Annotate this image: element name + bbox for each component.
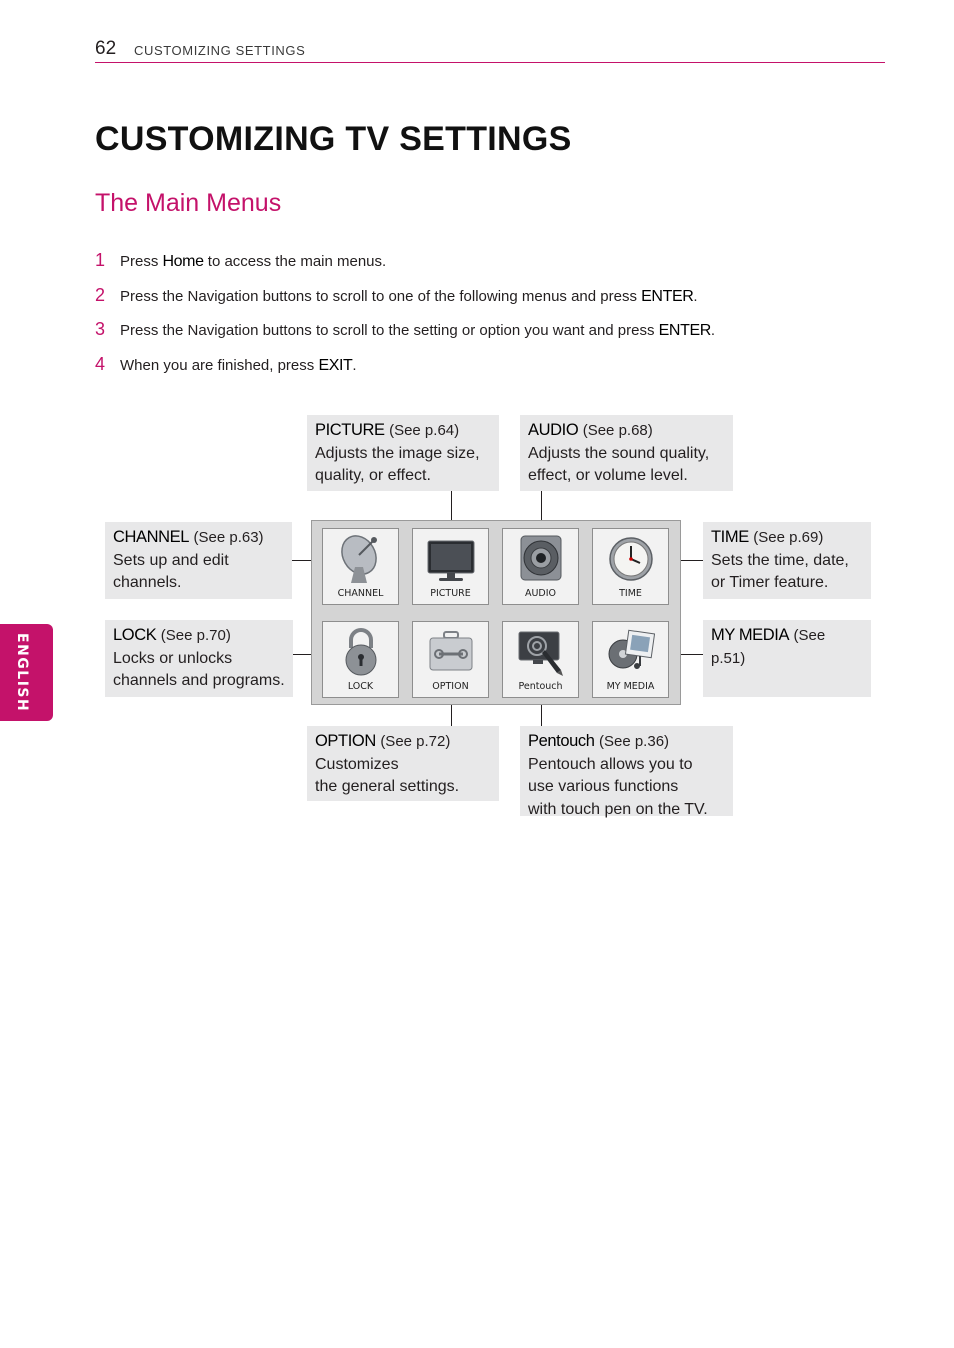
callout-desc: channels and programs. [113, 672, 285, 689]
callout-key: AUDIO [528, 421, 579, 439]
callout-desc: Sets up and edit [113, 551, 229, 569]
menu-tile-lock[interactable] [322, 621, 399, 698]
page-title: CUSTOMIZING TV SETTINGS [95, 120, 572, 158]
callout-audio [520, 415, 733, 491]
step-text: Press the Navigation buttons to scroll to one of the following menus and press [120, 288, 642, 305]
callout-desc: or Timer feature. [711, 574, 829, 591]
callout-my-media [703, 620, 871, 697]
callout-channel [105, 522, 292, 599]
key-name: EXIT [318, 357, 353, 374]
callout-page: (See p.72) [380, 733, 451, 750]
callout-desc: Adjusts the sound quality, [528, 444, 710, 462]
step-2 [95, 285, 698, 306]
callout-desc: Customizes [315, 755, 399, 773]
callout-desc: effect, or volume level. [528, 467, 688, 484]
callout-page: (See p.63) [193, 529, 264, 546]
callout-desc: the general settings. [315, 778, 460, 795]
key-name: Home [162, 253, 204, 270]
step-number: 2 [95, 285, 106, 305]
pen-screen-icon [517, 626, 565, 678]
callout-desc: channels. [113, 574, 182, 591]
language-side-tab [0, 624, 53, 721]
step-text: . [352, 357, 357, 374]
callout-key: LOCK [113, 626, 157, 644]
callout-page: (See p.69) [753, 529, 824, 546]
callout-key: CHANNEL [113, 528, 190, 546]
callout-page: (See p.36) [598, 733, 670, 750]
main-menu-panel [311, 520, 681, 705]
callout-desc: Locks or unlocks [113, 649, 233, 667]
step-number: 1 [95, 250, 106, 270]
tile-label: PICTURE [430, 588, 471, 599]
section-subtitle: The Main Menus [95, 189, 282, 217]
menu-tile-time[interactable] [592, 528, 669, 605]
callout-key: TIME [711, 528, 749, 546]
tile-label: TIME [619, 588, 642, 599]
step-1 [95, 250, 386, 271]
page-number: 62 [95, 38, 117, 59]
step-number: 3 [95, 319, 106, 339]
satellite-dish-icon [337, 533, 385, 585]
key-name: ENTER [641, 288, 694, 305]
section-header: CUSTOMIZING SETTINGS [134, 43, 306, 58]
menu-tile-audio[interactable] [502, 528, 579, 605]
callout-page: (See p.68) [582, 422, 653, 439]
menu-tile-picture[interactable] [412, 528, 489, 605]
padlock-icon [337, 626, 385, 678]
step-text: . [693, 288, 698, 305]
tile-label: CHANNEL [337, 588, 384, 599]
step-3 [95, 319, 715, 340]
callout-time [703, 522, 871, 599]
menu-tile-my-media[interactable] [592, 621, 669, 698]
language-label: ENGLISH [14, 633, 30, 713]
callout-page: (See p.51) [711, 627, 826, 667]
callout-page: (See p.70) [160, 627, 231, 644]
tile-label: Pentouch [518, 681, 563, 692]
callout-pentouch [520, 726, 733, 816]
callout-desc: use various functions [528, 778, 679, 795]
callout-key: PICTURE [315, 421, 385, 439]
step-text: Press the Navigation buttons to scroll to the setting or option you want and press [120, 322, 659, 339]
step-4 [95, 354, 357, 375]
callout-page: (See p.64) [389, 422, 460, 439]
step-text: Press [120, 253, 163, 270]
callout-desc: with touch pen on the TV. [528, 800, 708, 818]
key-name: ENTER [658, 322, 711, 339]
callout-desc: Sets the time, date, [711, 551, 849, 569]
monitor-icon [427, 533, 475, 585]
callout-picture [307, 415, 499, 491]
media-icon [607, 626, 655, 678]
callout-lock [105, 620, 293, 697]
callout-option [307, 726, 499, 801]
callout-key: MY MEDIA [711, 626, 790, 644]
step-number: 4 [95, 354, 106, 374]
menu-tile-pentouch[interactable] [502, 621, 579, 698]
tile-label: AUDIO [524, 588, 557, 599]
callout-desc: Adjusts the image size, [315, 444, 480, 462]
tile-label: OPTION [432, 681, 469, 692]
step-text: . [710, 322, 716, 339]
step-text: to access the main menus. [203, 253, 387, 270]
speaker-icon [517, 533, 565, 585]
menu-tile-channel[interactable] [322, 528, 399, 605]
callout-desc: Pentouch allows you to [528, 755, 693, 773]
callout-desc: quality, or effect. [315, 467, 431, 484]
header-rule [95, 62, 885, 63]
callout-key: OPTION [315, 732, 376, 750]
tile-label: MY MEDIA [606, 681, 655, 692]
toolbox-icon [427, 626, 475, 678]
menu-tile-option[interactable] [412, 621, 489, 698]
step-text: When you are finished, press [120, 357, 319, 374]
tile-label: LOCK [347, 681, 374, 692]
clock-icon [607, 533, 655, 585]
callout-key: Pentouch [528, 732, 595, 750]
